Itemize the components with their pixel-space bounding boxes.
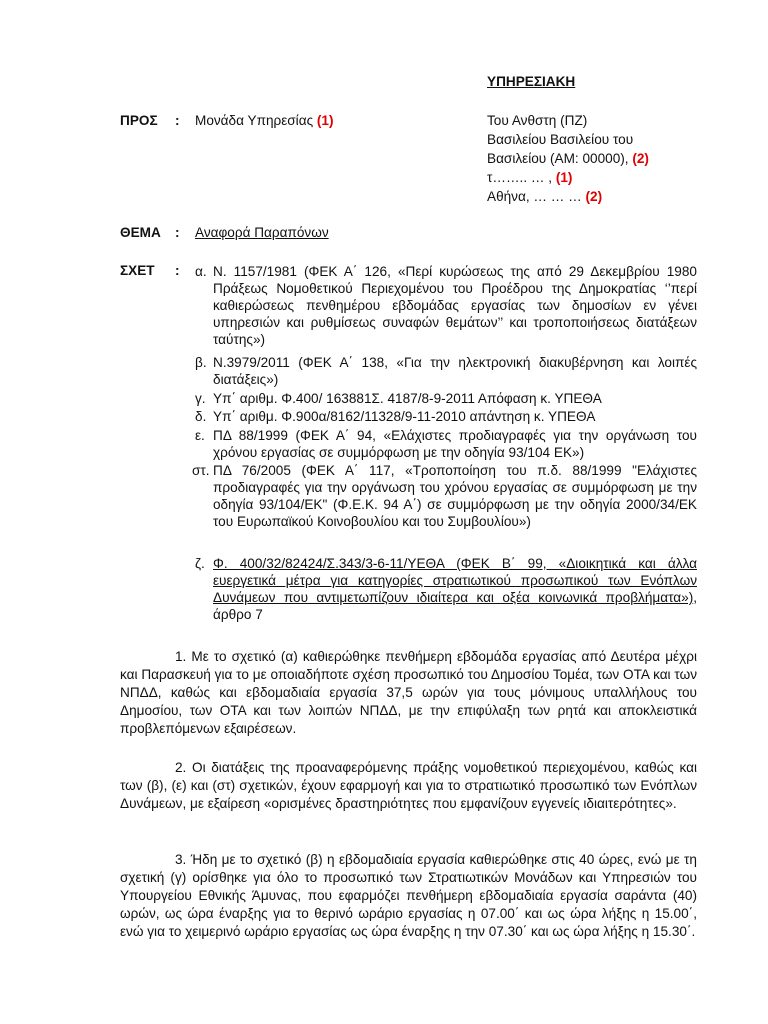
- reference-text: Ν.3979/2011 (ΦΕΚ Α΄ 138, «Για την ηλεκτρονική διακυβέρνηση και λοιπές διατάξεις»): [213, 355, 697, 387]
- reference-item-a: [195, 263, 697, 348]
- sender-line-5: [487, 189, 602, 204]
- reference-letter: α.: [195, 264, 207, 279]
- reference-item-b: [195, 354, 697, 388]
- reference-text: Ν. 1157/1981 (ΦΕΚ Α΄ 126, «Περί κυρώσεως της από 29 Δεκεμβρίου 1980 Πράξεως Νομοθετικού Περιεχομένου του Προέδρου της Δημοκρατίας ‘’περί καθιερώσεως πενθημέρου εβδομάδας εργασίας των δημοσίων εν γένει υπηρεσιών και ρυθμίσεως συναφών θεμάτων’’ και τροποποιήσεως διατάξεων ταύτης»): [213, 264, 697, 347]
- reference-letter: δ.: [195, 409, 207, 424]
- sender-line-4-ref: (1): [555, 170, 573, 185]
- sender-line-5-text: Αθήνα, … … …: [487, 189, 582, 204]
- reference-text: Υπ΄ αριθμ. Φ.900α/8162/11328/9-11-2010 απάντηση κ. ΥΠΕΘΑ: [213, 409, 596, 424]
- sender-line-2: Βασιλείου Βασιλείου του: [487, 132, 634, 147]
- paragraph-1: 1. Με το σχετικό (α) καθιερώθηκε πενθήμερη εβδομάδα εργασίας από Δευτέρα μέχρι και Παρασκευή για το με οποιαδήποτε σχέση προσωπικό του Δημοσίου Τομέα, των ΟΤΑ και των ΝΠΔΔ, καθώς και εβδομαδιαία εργασία 37,5 ωρών για τους μόνιμους υπαλλήλους του Δημοσίου, των ΟΤΑ και των λοιπών ΝΠΔΔ, με την επιφύλαξη των ρητά και αποκλειστικά προβλεπόμενων εξαιρέσεων.: [120, 649, 697, 736]
- reference-item-z: [195, 555, 697, 623]
- reference-text: ΠΔ 76/2005 (ΦΕΚ Α΄ 117, «Τροποποίηση του π.δ. 88/1999 "Ελάχιστες προδιαγραφές για την οργάνωση του χρόνου εργασίας σε συμμόρφωση με την οδηγία 93/104/ΕΚ" (Φ.Ε.Κ. 94 Α΄) σε συμμόρφωση με την οδηγία 2000/34/ΕΚ του Ευρωπαϊκού Κοινοβουλίου και του Συμβουλίου»): [213, 463, 697, 529]
- reference-letter: ζ.: [195, 556, 205, 571]
- subject-colon: :: [175, 225, 180, 240]
- paragraph-3: 3. Ήδη με το σχετικό (β) η εβδομαδιαία εργασία καθιερώθηκε στις 40 ώρες, ενώ με τη σχετική (γ) ορίσθηκε για όλο το προσωπικό των Στρατιωτικών Μονάδων και Υπηρεσιών του Υπουργείου Εθνικής Άμυνας, που εφαρμόζει πενθήμερη εβδομαδιαία εργασία σαράντα (40) ωρών, ως ώρα έναρξης για το θερινό ωράριο εργασίας η 07.00΄ και ως ώρα λήξης η 15.00΄, ενώ για το χειμερινό ωράριο εργασίας ως ώρα έναρξης η την 07.30΄ και ως ώρα λήξης η 15.30΄.: [120, 852, 697, 939]
- reference-text: Φ. 400/32/82424/Σ.343/3-6-11/ΥΕΘΑ (ΦΕΚ Β΄ 99, «Διοικητικά και άλλα ευεργετικά μέτρα για κατηγορίες στρατιωτικού προσωπικού των Ενόπλων Δυνάμεων που αντιμετωπίζουν ιδιαίτερα και οξέα κοινωνικά προβλήματα»): [213, 556, 697, 605]
- references-colon: :: [175, 263, 180, 278]
- recipient-text: Μονάδα Υπηρεσίας: [195, 113, 314, 128]
- reference-letter: γ.: [195, 391, 206, 406]
- paragraph-2: 2. Οι διατάξεις της προαναφερόμενης πράξης νομοθετικού περιεχομένου, καθώς και των (β), (ε) και (στ) σχετικών, έχουν εφαρμογή και για το στρατιωτικό προσωπικό των Ενόπλων Δυνάμεων, με εξαίρεση «ορισμένες δραστηριότητες που εμφανίζουν εγγενείς ιδιαιτερότητες».: [120, 760, 697, 811]
- sender-line-5-ref: (2): [585, 189, 603, 204]
- reference-text: ΠΔ 88/1999 (ΦΕΚ Α΄ 94, «Ελάχιστες προδιαγραφές για την οργάνωση του χρόνου εργασίας σε συμμόρφωση με την οδηγία 93/104 ΕΚ»): [213, 428, 697, 460]
- sender-line-4: [487, 170, 572, 185]
- pros-colon: :: [175, 113, 180, 128]
- sender-line-3-ref: (2): [632, 151, 649, 166]
- reference-item-e: [195, 427, 697, 461]
- recipient: [195, 113, 334, 128]
- reference-item-d: [195, 408, 697, 425]
- reference-item-st: [192, 462, 697, 530]
- reference-item-c: [195, 390, 697, 407]
- reference-letter: στ.: [192, 463, 210, 478]
- reference-text-wrap: [213, 555, 697, 623]
- sender-line-4-text: τ…….. … ,: [487, 170, 553, 185]
- subject-label: ΘΕΜΑ: [120, 225, 161, 240]
- pros-label: ΠΡΟΣ: [120, 113, 158, 128]
- subject-text: Αναφορά Παραπόνων: [195, 225, 329, 240]
- document-title: ΥΠΗΡΕΣΙΑΚΗ: [487, 74, 576, 89]
- reference-letter: ε.: [195, 428, 205, 443]
- reference-letter: β.: [195, 355, 207, 370]
- sender-line-3: [487, 151, 649, 166]
- references-label: ΣΧΕΤ: [120, 263, 155, 278]
- sender-line-3-text: Βασιλείου (ΑΜ: 00000),: [487, 151, 629, 166]
- reference-text: Υπ΄ αριθμ. Φ.400/ 163881Σ. 4187/8-9-2011 Απόφαση κ. ΥΠΕΘΑ: [213, 391, 602, 406]
- sender-line-1: Του Ανθστη (ΠΖ): [487, 113, 588, 128]
- recipient-ref: (1): [316, 113, 334, 128]
- reference-tail: , άρθρο 7: [213, 590, 697, 622]
